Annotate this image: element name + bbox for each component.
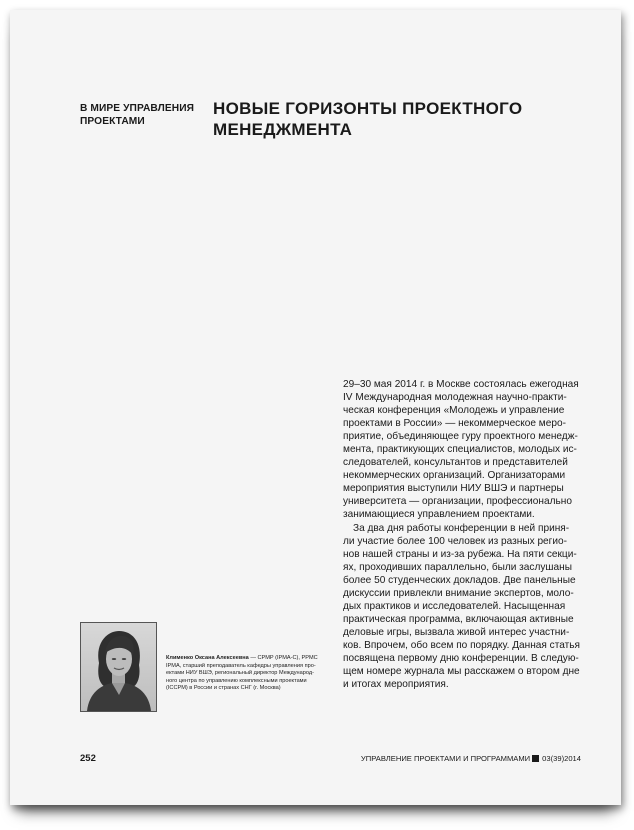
square-bullet-icon xyxy=(532,755,539,762)
journal-footer xyxy=(361,754,581,763)
page-number: 252 xyxy=(80,753,96,764)
article-title: НОВЫЕ ГОРИЗОНТЫ ПРОЕКТНОГО МЕНЕДЖМЕНТА xyxy=(213,99,523,139)
author-photo xyxy=(80,622,157,712)
journal-issue: 03(39)2014 xyxy=(542,754,581,763)
article-body xyxy=(343,378,605,691)
author-name: Клименко Оксана Алексеевна xyxy=(166,655,249,661)
author-portrait-image xyxy=(81,623,156,711)
article-paragraph: 29–30 мая 2014 г. в Москве состоялась ежегодная IV Международная молодежная научно-практи- ческая конференция «Молодежь и управление проектами в России» — некоммерческое меро- приятие, объединяющее гуру проектного менедж- мента, практикующих специалистов, молодых ис- следователей, консультантов и представителей некоммерческих организаций. Организаторами мероприятия выступили НИУ ВШЭ и партнеры университета — организации, профессионально занимающиеся управлением проектами. xyxy=(343,379,579,521)
journal-title: УПРАВЛЕНИЕ ПРОЕКТАМИ И ПРОГРАММАМИ xyxy=(360,754,531,763)
author-credentials: — CPMP (IPMA-C), PPMC IPMA, старший преподаватель кафедры управления про- ектами НИУ ВШЭ, региональный директор Международ- ного центра по управлению комплексными проектами (ICCPM) в России и странах СНГ (г. Москва) xyxy=(166,655,318,692)
author-bio xyxy=(166,655,331,693)
section-label: В МИРЕ УПРАВЛЕНИЯ ПРОЕКТАМИ xyxy=(80,103,195,127)
magazine-page xyxy=(10,10,621,805)
article-paragraph: За два дня работы конференции в ней приня- ли участие более 100 человек из разных регио- нов нашей страны и из-за рубежа. На пяти секци- ях, проходивших параллельно, были заслушаны более 50 студенческих докладов. Две панельные дискуссии привлекли внимание экспертов, моло- дых практиков и исследователей. Насыщенная практическая программа, включающая активные деловые игры, вызвала живой интерес участни- ков. Впрочем, обо всем по порядку. Данная статья посвящена первому дню конференции. В следую- щем номере журнала мы расскажем о втором дне и итогах мероприятия. xyxy=(343,522,580,691)
